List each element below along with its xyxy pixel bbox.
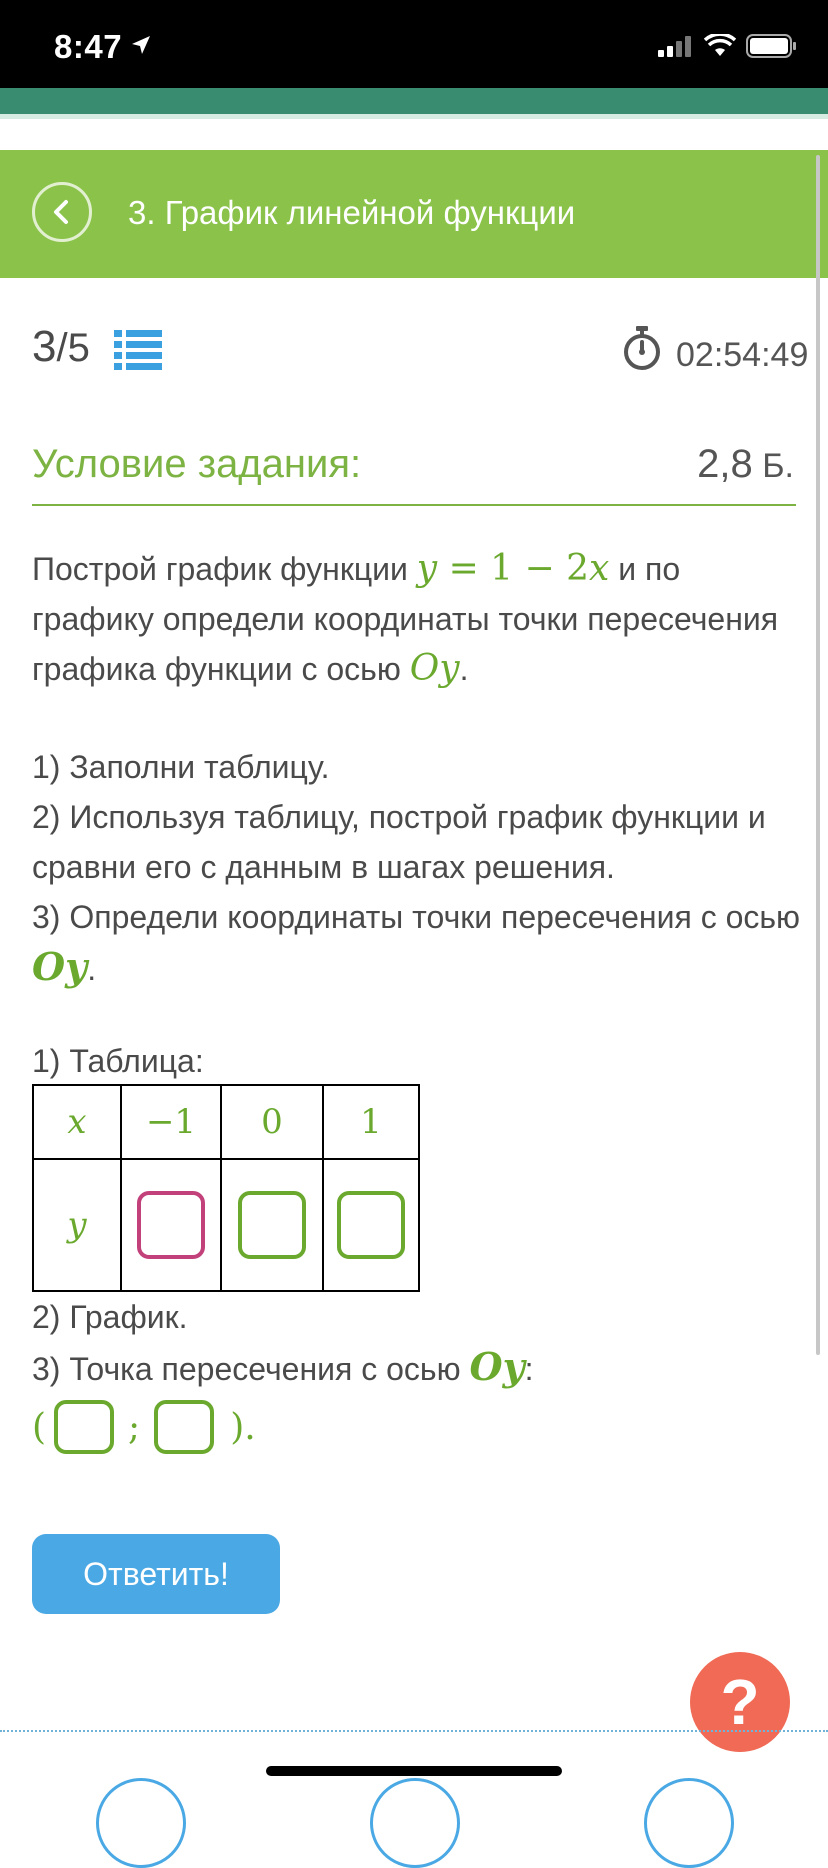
y-input-x-1[interactable] <box>337 1191 405 1259</box>
score-value: 2,8 <box>697 442 753 486</box>
table-row-x <box>33 1085 419 1159</box>
status-icons <box>658 34 798 58</box>
scrollbar[interactable] <box>816 155 820 1355</box>
task-text-start: Построй график функции <box>32 551 417 587</box>
formula-equals: = 1 − 2 <box>437 548 590 589</box>
point-colon: : <box>524 1351 534 1387</box>
wifi-icon <box>704 34 736 58</box>
formula-y: y <box>416 548 438 589</box>
step-1: 1) Заполни таблицу. <box>32 749 330 785</box>
point-open-paren: ( <box>32 1406 47 1448</box>
task-list-icon[interactable] <box>114 330 162 370</box>
point-label: 3) Точка пересечения с осью <box>32 1351 470 1387</box>
step-3 <box>32 892 802 994</box>
table-x-header: x <box>33 1085 121 1159</box>
progress-total: /5 <box>56 326 90 370</box>
lesson-header <box>0 150 828 278</box>
home-indicator[interactable] <box>266 1766 562 1776</box>
axis-oy: Oy <box>409 648 460 689</box>
score-unit: Б. <box>752 447 794 485</box>
stopwatch-icon <box>622 326 662 372</box>
axis-oy-step3: Oy <box>32 944 88 989</box>
table-label: 1) Таблица: <box>32 1043 204 1079</box>
intersection-point-input <box>32 1400 256 1454</box>
step-2: 2) Используя таблицу, построй график функции и сравни его с данным в шагах решения. <box>32 799 766 885</box>
submit-answer-button[interactable]: Ответить! <box>32 1534 280 1614</box>
formula-x: x <box>589 548 610 589</box>
signal-icon <box>658 35 694 57</box>
task-statement <box>32 544 802 694</box>
help-button[interactable]: ? <box>690 1652 790 1752</box>
task-progress <box>32 322 90 372</box>
graph-label: 2) График. <box>32 1299 188 1335</box>
lesson-title: 3. График линейной функции <box>128 194 576 231</box>
values-table <box>32 1084 420 1292</box>
table-y-header: y <box>33 1159 121 1291</box>
table-row-y <box>33 1159 419 1291</box>
axis-oy-point: Oy <box>469 1344 525 1389</box>
status-time: 8:47 <box>54 28 123 65</box>
table-x-value: 0 <box>221 1085 323 1159</box>
task-text-end: и по графику определи координаты точки пересечения графика функции с осью <box>32 551 779 687</box>
table-y-cell <box>121 1159 221 1291</box>
point-y-input[interactable] <box>154 1400 214 1454</box>
task-steps <box>32 742 802 994</box>
condition-title: Условие задания: <box>32 442 362 486</box>
y-input-x-neg1[interactable] <box>137 1191 205 1259</box>
point-label-line <box>32 1342 802 1394</box>
step-3-text: 3) Определи координаты точки пересечения с осью <box>32 899 801 935</box>
table-x-value: −1 <box>121 1085 221 1159</box>
point-separator: ; <box>128 1406 141 1448</box>
back-button[interactable] <box>32 182 92 242</box>
task-score <box>697 442 794 487</box>
table-x-value: 1 <box>323 1085 419 1159</box>
condition-divider <box>32 504 796 506</box>
task-dot: . <box>459 651 469 687</box>
status-bar <box>0 0 828 88</box>
point-close-paren: ). <box>230 1406 256 1448</box>
chevron-left-icon <box>49 199 75 225</box>
table-y-cell <box>323 1159 419 1291</box>
app-top-line <box>0 114 828 119</box>
timer-value: 02:54:49 <box>676 336 809 374</box>
table-y-cell <box>221 1159 323 1291</box>
step-3-dot: . <box>87 951 97 987</box>
bottom-divider <box>0 1730 828 1732</box>
progress-current: 3 <box>32 322 57 371</box>
point-x-input[interactable] <box>54 1400 114 1454</box>
y-input-x-0[interactable] <box>238 1191 306 1259</box>
battery-icon <box>746 34 798 58</box>
location-arrow-icon <box>130 34 152 56</box>
app-top-band <box>0 88 828 114</box>
